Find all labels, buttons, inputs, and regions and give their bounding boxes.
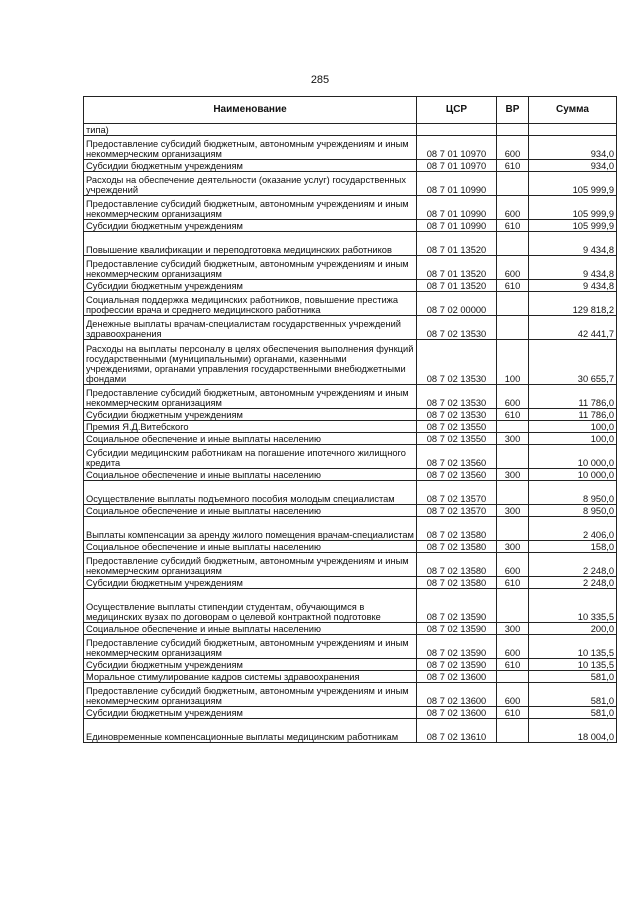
cell-name: Субсидии бюджетным учреждениям — [84, 280, 417, 292]
table-row — [84, 292, 617, 316]
cell-name: Расходы на выплаты персоналу в целях обеспечения выполнения функций государственными (муниципальными) органами, казенными учреждениями, органами управления государственными внебюджетными фондами — [84, 340, 417, 385]
cell-sum: 9 434,8 — [529, 280, 617, 292]
cell-sum: 18 004,0 — [529, 719, 617, 743]
page-number: 285 — [310, 74, 330, 86]
cell-vr: 300 — [497, 469, 529, 481]
header-sum: Сумма — [529, 97, 617, 124]
cell-csr: 08 7 02 13590 — [417, 659, 497, 671]
cell-vr: 610 — [497, 220, 529, 232]
cell-csr: 08 7 02 13530 — [417, 409, 497, 421]
cell-sum: 30 655,7 — [529, 340, 617, 385]
table-header-row — [84, 97, 617, 124]
cell-sum: 10 135,5 — [529, 635, 617, 659]
cell-name: Субсидии бюджетным учреждениям — [84, 577, 417, 589]
cell-csr: 08 7 02 13570 — [417, 481, 497, 505]
cell-sum: 200,0 — [529, 623, 617, 635]
cell-vr: 100 — [497, 340, 529, 385]
cell-vr: 610 — [497, 707, 529, 719]
cell-vr: 600 — [497, 385, 529, 409]
cell-sum: 105 999,9 — [529, 196, 617, 220]
cell-vr — [497, 292, 529, 316]
cell-name: Социальное обеспечение и иные выплаты населению — [84, 541, 417, 553]
table-row — [84, 340, 617, 385]
cell-vr: 300 — [497, 541, 529, 553]
cell-csr: 08 7 01 10990 — [417, 196, 497, 220]
cell-name: Предоставление субсидий бюджетным, автономным учреждениям и иным некоммерческим организациям — [84, 256, 417, 280]
cell-csr: 08 7 02 13580 — [417, 577, 497, 589]
cell-csr: 08 7 01 13520 — [417, 232, 497, 256]
cell-name: Моральное стимулирование кадров системы здравоохранения — [84, 671, 417, 683]
cell-sum: 934,0 — [529, 136, 617, 160]
cell-name: Денежные выплаты врачам-специалистам государственных учреждений здравоохранения — [84, 316, 417, 340]
cell-name: Предоставление субсидий бюджетным, автономным учреждениям и иным некоммерческим организациям — [84, 635, 417, 659]
cell-name: Предоставление субсидий бюджетным, автономным учреждениям и иным некоммерческим организациям — [84, 196, 417, 220]
cell-vr: 610 — [497, 409, 529, 421]
cell-vr — [497, 719, 529, 743]
cell-sum: 2 248,0 — [529, 553, 617, 577]
cell-name: Субсидии бюджетным учреждениям — [84, 659, 417, 671]
cell-name: Предоставление субсидий бюджетным, автономным учреждениям и иным некоммерческим организациям — [84, 553, 417, 577]
cell-vr: 300 — [497, 433, 529, 445]
cell-vr — [497, 445, 529, 469]
cell-csr: 08 7 02 13530 — [417, 340, 497, 385]
cell-csr: 08 7 02 13610 — [417, 719, 497, 743]
cell-name: Социальное обеспечение и иные выплаты населению — [84, 505, 417, 517]
cell-sum: 8 950,0 — [529, 481, 617, 505]
cell-csr: 08 7 01 10990 — [417, 172, 497, 196]
cell-name: Выплаты компенсации за аренду жилого помещения врачам-специалистам — [84, 517, 417, 541]
cell-name: Социальное обеспечение и иные выплаты населению — [84, 433, 417, 445]
cell-name: Субсидии бюджетным учреждениям — [84, 409, 417, 421]
cell-sum — [529, 124, 617, 136]
cell-vr — [497, 517, 529, 541]
cell-vr: 610 — [497, 280, 529, 292]
cell-sum: 2 406,0 — [529, 517, 617, 541]
cell-sum: 934,0 — [529, 160, 617, 172]
cell-vr — [497, 671, 529, 683]
cell-sum: 100,0 — [529, 421, 617, 433]
cell-csr: 08 7 02 13560 — [417, 469, 497, 481]
cell-csr: 08 7 02 13590 — [417, 623, 497, 635]
cell-name: Единовременные компенсационные выплаты медицинским работникам — [84, 719, 417, 743]
cell-vr: 610 — [497, 160, 529, 172]
cell-sum: 9 434,8 — [529, 232, 617, 256]
cell-sum: 2 248,0 — [529, 577, 617, 589]
table-row — [84, 421, 617, 433]
cell-vr — [497, 316, 529, 340]
cell-sum: 100,0 — [529, 433, 617, 445]
cell-name: Повышение квалификации и переподготовка медицинских работников — [84, 232, 417, 256]
table-row — [84, 541, 617, 553]
table-row — [84, 433, 617, 445]
cell-csr — [417, 124, 497, 136]
cell-sum: 42 441,7 — [529, 316, 617, 340]
cell-sum: 8 950,0 — [529, 505, 617, 517]
table-row — [84, 659, 617, 671]
cell-vr: 600 — [497, 256, 529, 280]
cell-vr: 600 — [497, 635, 529, 659]
cell-name: Социальная поддержка медицинских работников, повышение престижа профессии врача и среднего медицинского работника — [84, 292, 417, 316]
cell-sum: 10 135,5 — [529, 659, 617, 671]
cell-csr: 08 7 02 13590 — [417, 635, 497, 659]
cell-name: типа) — [84, 124, 417, 136]
cell-sum: 129 818,2 — [529, 292, 617, 316]
table-row — [84, 409, 617, 421]
cell-vr: 600 — [497, 136, 529, 160]
cell-csr: 08 7 02 13550 — [417, 433, 497, 445]
cell-sum: 10 000,0 — [529, 445, 617, 469]
cell-vr: 610 — [497, 659, 529, 671]
cell-vr — [497, 481, 529, 505]
cell-csr: 08 7 01 10990 — [417, 220, 497, 232]
cell-vr — [497, 589, 529, 623]
table-row — [84, 505, 617, 517]
table-row — [84, 683, 617, 707]
cell-vr — [497, 232, 529, 256]
cell-sum: 581,0 — [529, 671, 617, 683]
table-row — [84, 280, 617, 292]
cell-csr: 08 7 02 13580 — [417, 553, 497, 577]
table-row — [84, 589, 617, 623]
cell-name: Премия Я.Д.Витебского — [84, 421, 417, 433]
table-row — [84, 635, 617, 659]
cell-vr — [497, 124, 529, 136]
table-row — [84, 256, 617, 280]
header-name: Наименование — [84, 97, 417, 124]
cell-csr: 08 7 02 13530 — [417, 385, 497, 409]
cell-sum: 105 999,9 — [529, 172, 617, 196]
cell-sum: 581,0 — [529, 707, 617, 719]
cell-csr: 08 7 01 10970 — [417, 160, 497, 172]
cell-name: Социальное обеспечение и иные выплаты населению — [84, 623, 417, 635]
cell-name: Предоставление субсидий бюджетным, автономным учреждениям и иным некоммерческим организациям — [84, 136, 417, 160]
cell-sum: 9 434,8 — [529, 256, 617, 280]
cell-csr: 08 7 02 13600 — [417, 707, 497, 719]
cell-vr — [497, 172, 529, 196]
cell-csr: 08 7 02 13580 — [417, 541, 497, 553]
cell-csr: 08 7 01 13520 — [417, 256, 497, 280]
table-row — [84, 160, 617, 172]
cell-name: Предоставление субсидий бюджетным, автономным учреждениям и иным некоммерческим организациям — [84, 385, 417, 409]
cell-vr: 600 — [497, 683, 529, 707]
table-row — [84, 517, 617, 541]
table-row — [84, 671, 617, 683]
cell-name: Расходы на обеспечение деятельности (оказание услуг) государственных учреждений — [84, 172, 417, 196]
cell-name: Осуществление выплаты подъемного пособия молодым специалистам — [84, 481, 417, 505]
cell-vr: 610 — [497, 577, 529, 589]
cell-sum: 10 000,0 — [529, 469, 617, 481]
table-row — [84, 124, 617, 136]
table-row — [84, 469, 617, 481]
cell-vr: 600 — [497, 553, 529, 577]
table-row — [84, 316, 617, 340]
cell-sum: 11 786,0 — [529, 409, 617, 421]
table-row — [84, 481, 617, 505]
table-row — [84, 577, 617, 589]
cell-sum: 581,0 — [529, 683, 617, 707]
cell-name: Субсидии медицинским работникам на погашение ипотечного жилищного кредита — [84, 445, 417, 469]
table-row — [84, 445, 617, 469]
header-vr: ВР — [497, 97, 529, 124]
header-csr: ЦСР — [417, 97, 497, 124]
table-row — [84, 220, 617, 232]
cell-csr: 08 7 01 13520 — [417, 280, 497, 292]
cell-sum: 105 999,9 — [529, 220, 617, 232]
cell-sum: 158,0 — [529, 541, 617, 553]
table-row — [84, 172, 617, 196]
cell-name: Субсидии бюджетным учреждениям — [84, 220, 417, 232]
cell-vr — [497, 421, 529, 433]
cell-csr: 08 7 02 13580 — [417, 517, 497, 541]
cell-vr: 600 — [497, 196, 529, 220]
table-row — [84, 232, 617, 256]
cell-csr: 08 7 02 13550 — [417, 421, 497, 433]
table-row — [84, 707, 617, 719]
cell-csr: 08 7 02 00000 — [417, 292, 497, 316]
table-row — [84, 623, 617, 635]
budget-table — [83, 96, 617, 743]
cell-name: Социальное обеспечение и иные выплаты населению — [84, 469, 417, 481]
table-row — [84, 553, 617, 577]
table-row — [84, 719, 617, 743]
cell-csr: 08 7 02 13590 — [417, 589, 497, 623]
cell-name: Предоставление субсидий бюджетным, автономным учреждениям и иным некоммерческим организациям — [84, 683, 417, 707]
cell-csr: 08 7 02 13600 — [417, 683, 497, 707]
table-row — [84, 385, 617, 409]
cell-sum: 10 335,5 — [529, 589, 617, 623]
cell-name: Субсидии бюджетным учреждениям — [84, 160, 417, 172]
cell-csr: 08 7 02 13530 — [417, 316, 497, 340]
cell-sum: 11 786,0 — [529, 385, 617, 409]
cell-vr: 300 — [497, 505, 529, 517]
table-body — [84, 124, 617, 743]
cell-vr: 300 — [497, 623, 529, 635]
cell-name: Осуществление выплаты стипендии студентам, обучающимся в медицинских вузах по договорам о целевой контрактной подготовке — [84, 589, 417, 623]
table-row — [84, 196, 617, 220]
cell-name: Субсидии бюджетным учреждениям — [84, 707, 417, 719]
cell-csr: 08 7 01 10970 — [417, 136, 497, 160]
table-row — [84, 136, 617, 160]
cell-csr: 08 7 02 13600 — [417, 671, 497, 683]
cell-csr: 08 7 02 13570 — [417, 505, 497, 517]
cell-csr: 08 7 02 13560 — [417, 445, 497, 469]
